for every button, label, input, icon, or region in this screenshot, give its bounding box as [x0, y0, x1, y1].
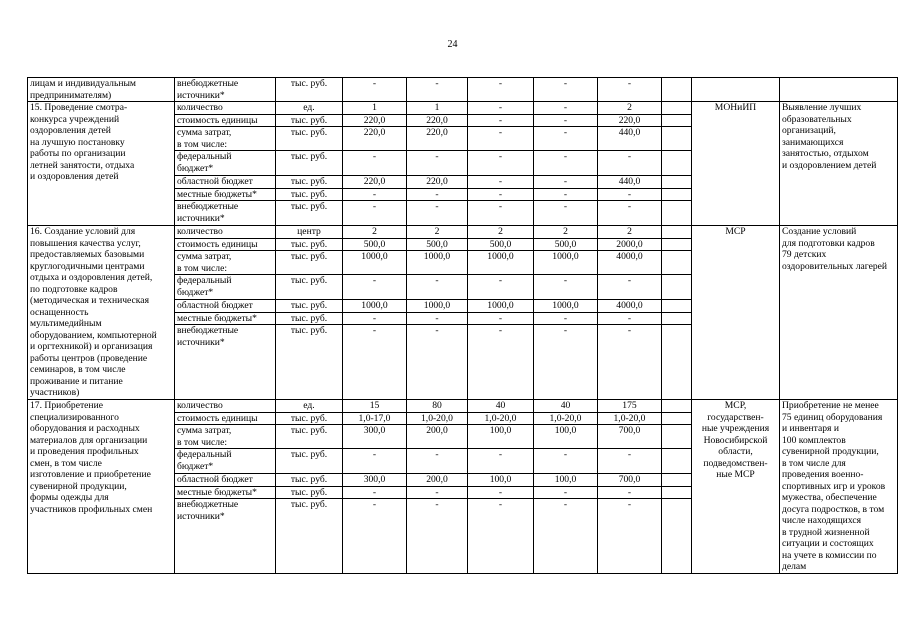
- spacer-cell: [662, 114, 692, 127]
- unit-cell: тыс. руб.: [276, 474, 343, 487]
- value-cell: 2: [598, 226, 662, 239]
- unit-cell: тыс. руб.: [276, 275, 343, 300]
- value-cell: -: [468, 449, 534, 474]
- value-cell: 220,0: [407, 176, 468, 189]
- value-cell: -: [534, 188, 598, 201]
- value-cell: -: [468, 151, 534, 176]
- value-cell: 500,0: [534, 238, 598, 251]
- value-cell: -: [468, 102, 534, 115]
- value-cell: 4000,0: [598, 300, 662, 313]
- value-cell: -: [468, 188, 534, 201]
- value-cell: -: [343, 188, 407, 201]
- value-cell: 220,0: [343, 114, 407, 127]
- indicator-cell: областной бюджет: [175, 176, 276, 189]
- program-activity-cell: 15. Проведение смотра- конкурса учреждений оздоровления детей на лучшую постановку работы по организации летней занятости, отдыха и оздоровления детей: [28, 102, 175, 226]
- value-cell: 100,0: [468, 474, 534, 487]
- value-cell: -: [534, 201, 598, 226]
- value-cell: -: [343, 499, 407, 574]
- value-cell: -: [468, 486, 534, 499]
- value-cell: -: [598, 312, 662, 325]
- value-cell: -: [343, 449, 407, 474]
- indicator-cell: внебюджетные источники*: [175, 78, 276, 102]
- value-cell: -: [598, 151, 662, 176]
- value-cell: 220,0: [598, 114, 662, 127]
- spacer-cell: [662, 312, 692, 325]
- value-cell: -: [598, 325, 662, 400]
- indicator-cell: местные бюджеты*: [175, 188, 276, 201]
- value-cell: 1,0-20,0: [407, 412, 468, 425]
- value-cell: 500,0: [407, 238, 468, 251]
- value-cell: 440,0: [598, 127, 662, 151]
- unit-cell: тыс. руб.: [276, 78, 343, 102]
- executor-cell: [692, 78, 780, 102]
- indicator-cell: стоимость единицы: [175, 114, 276, 127]
- value-cell: 100,0: [534, 425, 598, 449]
- executor-cell: МСР: [692, 226, 780, 400]
- value-cell: 440,0: [598, 176, 662, 189]
- value-cell: 300,0: [343, 425, 407, 449]
- value-cell: 2: [534, 226, 598, 239]
- spacer-cell: [662, 474, 692, 487]
- value-cell: -: [407, 78, 468, 102]
- spacer-cell: [662, 275, 692, 300]
- unit-cell: тыс. руб.: [276, 449, 343, 474]
- value-cell: -: [468, 127, 534, 151]
- value-cell: -: [598, 275, 662, 300]
- executor-cell: МОНиИП: [692, 102, 780, 226]
- value-cell: 100,0: [468, 425, 534, 449]
- value-cell: -: [343, 486, 407, 499]
- value-cell: 1,0-17,0: [343, 412, 407, 425]
- unit-cell: тыс. руб.: [276, 151, 343, 176]
- value-cell: -: [343, 325, 407, 400]
- value-cell: -: [598, 78, 662, 102]
- value-cell: 300,0: [343, 474, 407, 487]
- value-cell: -: [468, 325, 534, 400]
- value-cell: -: [534, 449, 598, 474]
- value-cell: 1,0-20,0: [468, 412, 534, 425]
- value-cell: -: [534, 486, 598, 499]
- indicator-cell: сумма затрат, в том числе:: [175, 425, 276, 449]
- spacer-cell: [662, 188, 692, 201]
- value-cell: 700,0: [598, 425, 662, 449]
- spacer-cell: [662, 400, 692, 413]
- value-cell: -: [407, 312, 468, 325]
- unit-cell: тыс. руб.: [276, 499, 343, 574]
- value-cell: 220,0: [343, 176, 407, 189]
- spacer-cell: [662, 499, 692, 574]
- indicator-cell: федеральный бюджет*: [175, 449, 276, 474]
- spacer-cell: [662, 238, 692, 251]
- value-cell: 40: [468, 400, 534, 413]
- spacer-cell: [662, 425, 692, 449]
- value-cell: 220,0: [343, 127, 407, 151]
- indicator-cell: количество: [175, 102, 276, 115]
- value-cell: 100,0: [534, 474, 598, 487]
- value-cell: 1: [407, 102, 468, 115]
- indicator-cell: областной бюджет: [175, 300, 276, 313]
- spacer-cell: [662, 151, 692, 176]
- unit-cell: тыс. руб.: [276, 325, 343, 400]
- value-cell: 1000,0: [468, 251, 534, 275]
- value-cell: -: [534, 114, 598, 127]
- spacer-cell: [662, 102, 692, 115]
- value-cell: -: [468, 176, 534, 189]
- unit-cell: ед.: [276, 102, 343, 115]
- value-cell: -: [343, 151, 407, 176]
- indicator-cell: внебюджетные источники*: [175, 499, 276, 574]
- value-cell: 1000,0: [343, 300, 407, 313]
- unit-cell: тыс. руб.: [276, 114, 343, 127]
- value-cell: 1,0-20,0: [534, 412, 598, 425]
- program-activity-cell: 17. Приобретение специализированного оборудования и расходных материалов для организации и проведения профильных смен, в том числе изготовление и приобретение сувенирной продукции, формы одежды для участников профильных смен: [28, 400, 175, 574]
- indicator-cell: стоимость единицы: [175, 412, 276, 425]
- value-cell: 40: [534, 400, 598, 413]
- value-cell: 220,0: [407, 127, 468, 151]
- table-row: [28, 226, 898, 239]
- result-cell: Приобретение не менее 75 единиц оборудования и инвентаря и 100 комплектов сувенирной продукции, в том числе для проведения военно- спортивных игр и уроков мужества, обеспечение досуга подростков, в том числе находящихся в трудной жизненной ситуации и состоящих на учете в комиссии по делам: [780, 400, 898, 574]
- indicator-cell: федеральный бюджет*: [175, 275, 276, 300]
- value-cell: 15: [343, 400, 407, 413]
- program-activity-cell: лицам и индивидуальным предпринимателям): [28, 78, 175, 102]
- program-activity-cell: 16. Создание условий для повышения качества услуг, предоставляемых базовыми круглогодичными центрами отдыха и оздоровления детей, по подготовке кадров (методическая и техническая оснащенность мультимедийным оборудованием, компьютерной и оргтехникой) и организация работы центров (проведение семинаров, в том числе проживание и питание участников): [28, 226, 175, 400]
- spacer-cell: [662, 176, 692, 189]
- unit-cell: центр: [276, 226, 343, 239]
- value-cell: -: [407, 201, 468, 226]
- indicator-cell: количество: [175, 226, 276, 239]
- value-cell: -: [468, 275, 534, 300]
- value-cell: -: [468, 201, 534, 226]
- value-cell: 2: [468, 226, 534, 239]
- value-cell: -: [468, 114, 534, 127]
- table-row: [28, 102, 898, 115]
- value-cell: 2: [598, 102, 662, 115]
- spacer-cell: [662, 486, 692, 499]
- value-cell: -: [534, 325, 598, 400]
- value-cell: -: [407, 486, 468, 499]
- spacer-cell: [662, 412, 692, 425]
- indicator-cell: внебюджетные источники*: [175, 201, 276, 226]
- value-cell: 1000,0: [534, 251, 598, 275]
- unit-cell: тыс. руб.: [276, 251, 343, 275]
- value-cell: 175: [598, 400, 662, 413]
- value-cell: -: [407, 325, 468, 400]
- result-cell: Создание условий для подготовки кадров 79 детских оздоровительных лагерей: [780, 226, 898, 400]
- value-cell: 1000,0: [468, 300, 534, 313]
- spacer-cell: [662, 251, 692, 275]
- value-cell: -: [343, 201, 407, 226]
- unit-cell: тыс. руб.: [276, 201, 343, 226]
- unit-cell: тыс. руб.: [276, 425, 343, 449]
- spacer-cell: [662, 127, 692, 151]
- unit-cell: тыс. руб.: [276, 412, 343, 425]
- program-activities-table: [27, 77, 898, 574]
- value-cell: 220,0: [407, 114, 468, 127]
- value-cell: 2000,0: [598, 238, 662, 251]
- value-cell: -: [468, 78, 534, 102]
- value-cell: 200,0: [407, 474, 468, 487]
- unit-cell: тыс. руб.: [276, 188, 343, 201]
- value-cell: -: [534, 127, 598, 151]
- spacer-cell: [662, 449, 692, 474]
- value-cell: -: [407, 188, 468, 201]
- unit-cell: тыс. руб.: [276, 127, 343, 151]
- value-cell: 1000,0: [407, 251, 468, 275]
- value-cell: -: [407, 499, 468, 574]
- value-cell: -: [534, 499, 598, 574]
- value-cell: -: [407, 151, 468, 176]
- value-cell: -: [534, 176, 598, 189]
- value-cell: -: [343, 275, 407, 300]
- value-cell: 200,0: [407, 425, 468, 449]
- spacer-cell: [662, 325, 692, 400]
- unit-cell: тыс. руб.: [276, 312, 343, 325]
- value-cell: -: [534, 275, 598, 300]
- unit-cell: тыс. руб.: [276, 176, 343, 189]
- value-cell: -: [468, 499, 534, 574]
- result-cell: [780, 78, 898, 102]
- value-cell: -: [598, 449, 662, 474]
- table-row: [28, 78, 898, 102]
- value-cell: -: [598, 201, 662, 226]
- indicator-cell: федеральный бюджет*: [175, 151, 276, 176]
- table-row: [28, 400, 898, 413]
- value-cell: -: [343, 312, 407, 325]
- value-cell: -: [534, 78, 598, 102]
- executor-cell: МСР, государствен- ные учреждения Новосибирской области, подведомствен- ные МСР: [692, 400, 780, 574]
- indicator-cell: внебюджетные источники*: [175, 325, 276, 400]
- indicator-cell: сумма затрат, в том числе:: [175, 251, 276, 275]
- value-cell: 4000,0: [598, 251, 662, 275]
- spacer-cell: [662, 300, 692, 313]
- indicator-cell: областной бюджет: [175, 474, 276, 487]
- spacer-cell: [662, 201, 692, 226]
- indicator-cell: местные бюджеты*: [175, 486, 276, 499]
- indicator-cell: местные бюджеты*: [175, 312, 276, 325]
- unit-cell: тыс. руб.: [276, 486, 343, 499]
- value-cell: 1: [343, 102, 407, 115]
- value-cell: 1,0-20,0: [598, 412, 662, 425]
- value-cell: -: [534, 312, 598, 325]
- indicator-cell: стоимость единицы: [175, 238, 276, 251]
- value-cell: 1000,0: [343, 251, 407, 275]
- value-cell: 2: [343, 226, 407, 239]
- value-cell: 2: [407, 226, 468, 239]
- value-cell: 80: [407, 400, 468, 413]
- value-cell: 500,0: [468, 238, 534, 251]
- value-cell: 1000,0: [534, 300, 598, 313]
- value-cell: -: [534, 151, 598, 176]
- value-cell: -: [598, 499, 662, 574]
- value-cell: -: [407, 275, 468, 300]
- value-cell: 700,0: [598, 474, 662, 487]
- value-cell: -: [407, 449, 468, 474]
- page-number: 24: [447, 39, 458, 50]
- result-cell: Выявление лучших образовательных организаций, занимающихся занятостью, отдыхом и оздоровлением детей: [780, 102, 898, 226]
- value-cell: -: [468, 312, 534, 325]
- value-cell: -: [598, 188, 662, 201]
- value-cell: -: [534, 102, 598, 115]
- unit-cell: тыс. руб.: [276, 238, 343, 251]
- value-cell: -: [598, 486, 662, 499]
- unit-cell: ед.: [276, 400, 343, 413]
- value-cell: 500,0: [343, 238, 407, 251]
- value-cell: 1000,0: [407, 300, 468, 313]
- unit-cell: тыс. руб.: [276, 300, 343, 313]
- value-cell: -: [343, 78, 407, 102]
- indicator-cell: сумма затрат, в том числе:: [175, 127, 276, 151]
- spacer-cell: [662, 226, 692, 239]
- spacer-cell: [662, 78, 692, 102]
- indicator-cell: количество: [175, 400, 276, 413]
